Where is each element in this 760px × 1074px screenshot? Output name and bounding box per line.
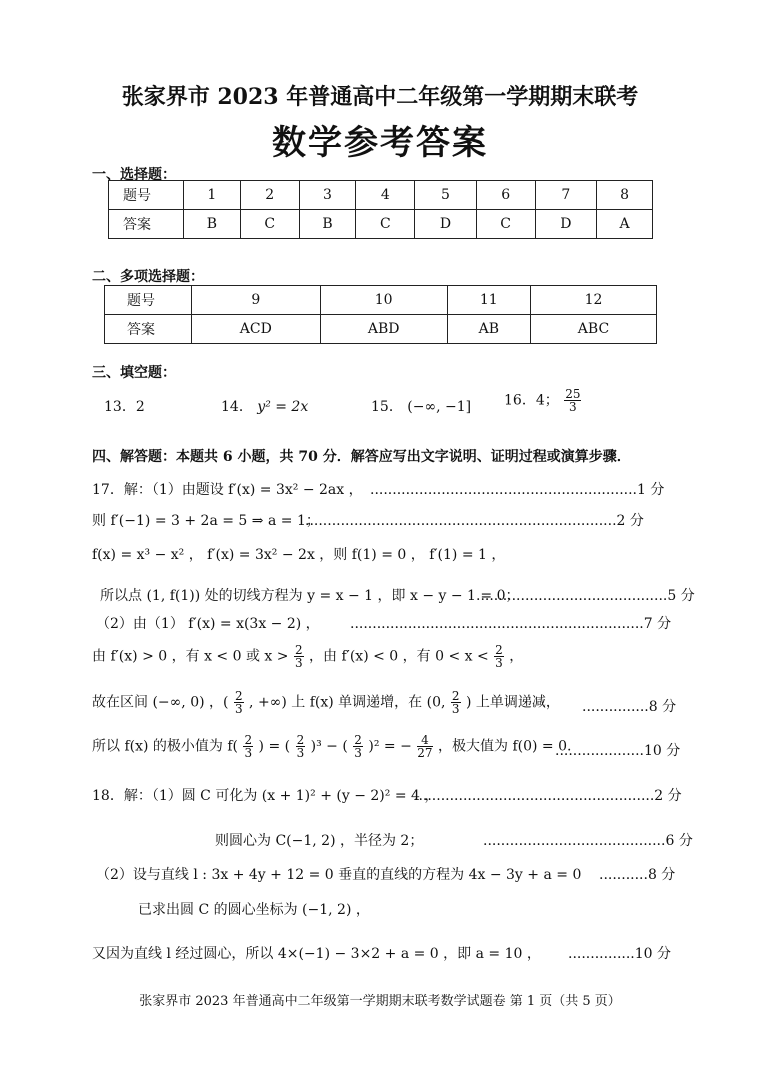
table-cell: A <box>597 210 653 239</box>
text-segment: 由 f′(x) > 0 ，有 x < 0 或 x > <box>92 648 289 665</box>
text-segment: ) = ( <box>258 738 291 755</box>
section-1-heading: 一、选择题： <box>92 167 176 183</box>
answer-expression: y² = 2x <box>257 399 309 415</box>
score-marker: ......................................................................2 分 <box>305 513 644 529</box>
table-cell: 4 <box>356 181 415 210</box>
table-cell: 9 <box>192 286 321 315</box>
score-marker: .........................................6 分 <box>483 833 693 849</box>
table-cell: 6 <box>476 181 535 210</box>
text-segment: , +∞) 上 f(x) 单调递增，在 (0, <box>249 694 446 711</box>
score-marker: ......................................................2 分 <box>414 788 682 804</box>
text-segment: ) 上单调递减， <box>465 694 560 711</box>
table-cell: 7 <box>535 181 596 210</box>
solution-line: 所以点 (1, f(1)) 处的切线方程为 y = x − 1 ，即 x − y − 1 = 0； <box>100 588 520 604</box>
table-cell: B <box>299 210 356 239</box>
fraction-denominator: 3 <box>294 656 303 670</box>
question-number: 16．4； <box>504 392 559 409</box>
solution-line: 则圆心为 C(−1, 2) ，半径为 2； <box>215 833 424 849</box>
question-number: 14． <box>221 399 253 415</box>
fraction-denominator: 3 <box>234 702 243 716</box>
table-cell: D <box>535 210 596 239</box>
fraction <box>417 734 432 759</box>
fill-answer-16 <box>504 388 582 413</box>
fraction-numerator: 2 <box>244 733 253 747</box>
solution-line: （2）由（1） f′(x) = x(3x − 2) ， <box>96 616 320 632</box>
answer-expression: (−∞, −1] <box>407 399 472 415</box>
text-segment: 所以 f(x) 的极小值为 f( <box>92 738 238 755</box>
text-segment: )² = − <box>368 738 412 755</box>
score-marker: ....................10 分 <box>555 743 681 759</box>
page-title: 张家界市 2023 年普通高中二年级第一学期期末联考 <box>121 84 639 110</box>
fraction-numerator: 4 <box>417 734 432 747</box>
fill-answer-15 <box>371 396 471 416</box>
table-cell: C <box>356 210 415 239</box>
table-cell: 10 <box>320 286 447 315</box>
table-cell: 5 <box>415 181 476 210</box>
solution-line: 17．解：（1）由题设 f′(x) = 3x² − 2ax ， <box>92 482 363 498</box>
fraction-denominator: 3 <box>495 656 503 670</box>
fraction <box>451 690 461 715</box>
fraction-numerator: 2 <box>354 733 362 747</box>
fraction-denominator: 3 <box>296 746 305 760</box>
table-cell: C <box>240 210 299 239</box>
fraction-numerator: 2 <box>296 733 305 747</box>
fraction <box>243 734 253 759</box>
fraction-numerator: 2 <box>495 643 503 657</box>
text-segment: )³ − ( <box>310 738 348 755</box>
table-cell: 2 <box>240 181 299 210</box>
section-4-heading: 四、解答题：本题共 6 小题，共 70 分．解答应写出文字说明、证明过程或演算步骤． <box>92 449 631 465</box>
fraction-denominator: 3 <box>244 746 253 760</box>
solution-line: f(x) = x³ − x² ， f′(x) = 3x² − 2x ，则 f(1) = 0 ， f′(1) = 1 ， <box>92 547 506 563</box>
section-2-heading: 二、多项选择题： <box>92 269 204 285</box>
table-row <box>105 315 657 344</box>
score-marker: ............................................................1 分 <box>370 482 665 498</box>
solution-line <box>92 644 523 669</box>
fraction-numerator: 2 <box>294 643 303 657</box>
table-cell: 1 <box>184 181 241 210</box>
fraction <box>234 690 244 715</box>
table-cell: B <box>184 210 241 239</box>
fill-answer-14 <box>221 396 308 416</box>
table-cell: 12 <box>530 286 656 315</box>
table-cell: C <box>476 210 535 239</box>
table-cell: 题号 <box>109 181 184 210</box>
table-cell: ABC <box>530 315 656 344</box>
solution-line: 18．解：（1）圆 C 可化为 (x + 1)² + (y − 2)² = 4 ， <box>92 788 439 804</box>
table-cell: 答案 <box>105 315 192 344</box>
fraction <box>353 734 363 759</box>
fraction-numerator: 2 <box>451 689 460 703</box>
fraction <box>564 388 581 413</box>
fraction-numerator: 25 <box>565 387 581 401</box>
fraction <box>494 644 504 669</box>
table-cell: 3 <box>299 181 356 210</box>
fraction-denominator: 27 <box>417 746 433 760</box>
fraction-denominator: 3 <box>569 400 577 414</box>
table-cell: AB <box>447 315 530 344</box>
table-cell: 11 <box>447 286 530 315</box>
question-number: 15． <box>371 399 403 415</box>
multi-choice-answer-table <box>104 285 657 344</box>
score-marker: ..................................................................7 分 <box>350 616 672 632</box>
solution-line: 则 f′(−1) = 3 + 2a = 5 ⇒ a = 1； <box>92 513 320 529</box>
solution-line <box>92 734 571 759</box>
page-footer: 张家界市 2023 年普通高中二年级第一学期期末联考数学试题卷 第 1 页（共 5 页） <box>139 994 621 1009</box>
fraction <box>296 734 306 759</box>
table-row <box>109 181 653 210</box>
fraction <box>294 644 304 669</box>
text-segment: ， <box>509 648 524 665</box>
page-subtitle: 数学参考答案 <box>272 123 488 163</box>
table-cell: 题号 <box>105 286 192 315</box>
score-marker: ...............10 分 <box>568 946 672 962</box>
score-marker: ...........................................5 分 <box>476 588 695 604</box>
fraction-numerator: 2 <box>234 689 243 703</box>
solution-line <box>92 690 560 715</box>
text-segment: 故在区间 (−∞, 0) ，( <box>92 694 229 711</box>
fill-answer-13: 13．2 <box>104 399 145 415</box>
table-cell: 答案 <box>109 210 184 239</box>
table-cell: 8 <box>597 181 653 210</box>
text-segment: ，由 f′(x) < 0 ，有 0 < x < <box>309 648 489 665</box>
solution-line: 已求出圆 C 的圆心坐标为 (−1, 2) ， <box>138 902 370 918</box>
score-marker: ...........8 分 <box>599 867 676 883</box>
fraction-denominator: 3 <box>451 702 460 716</box>
table-cell: D <box>415 210 476 239</box>
text-segment: ，极大值为 f(0) = 0. <box>438 738 572 755</box>
solution-line: （2）设与直线 l : 3x + 4y + 12 = 0 垂直的直线的方程为 4x − 3y + a = 0 <box>96 867 582 883</box>
table-row <box>109 210 653 239</box>
section-3-heading: 三、填空题： <box>92 365 176 381</box>
solution-line: 又因为直线 l 经过圆心，所以 4×(−1) − 3×2 + a = 0 ，即 a = 10 ， <box>92 946 541 962</box>
table-cell: ABD <box>320 315 447 344</box>
fraction-denominator: 3 <box>354 746 362 760</box>
choice-answer-table <box>108 180 653 239</box>
table-row <box>105 286 657 315</box>
table-cell: ACD <box>192 315 321 344</box>
score-marker: ...............8 分 <box>582 699 677 715</box>
